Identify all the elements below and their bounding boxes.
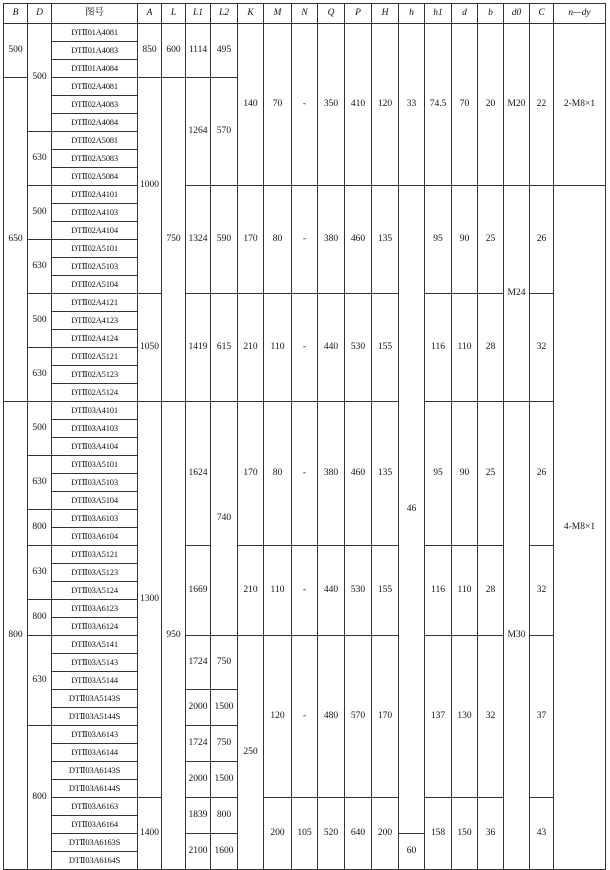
value-cell: 110 — [264, 546, 292, 636]
value-cell: 110 — [264, 294, 292, 402]
column-header: L — [162, 4, 186, 24]
value-cell: 105 — [292, 798, 318, 870]
value-cell: 800 — [28, 726, 52, 870]
value-cell: 460 — [345, 186, 372, 294]
drawing-number-cell: DTⅡ02A4123 — [52, 312, 138, 330]
value-cell: 170 — [238, 186, 264, 294]
drawing-number-cell: DTⅡ03A6104 — [52, 528, 138, 546]
value-cell: 170 — [238, 402, 264, 546]
column-header: h1 — [425, 4, 452, 24]
drawing-number-cell: DTⅡ03A6123 — [52, 600, 138, 618]
dimension-table — [3, 3, 606, 870]
value-cell: 1324 — [186, 186, 211, 294]
value-cell: 70 — [452, 24, 478, 186]
value-cell: M30 — [504, 402, 530, 870]
value-cell: 1300 — [138, 402, 162, 798]
value-cell: 32 — [530, 294, 554, 402]
value-cell: 640 — [345, 798, 372, 870]
column-header: 图号 — [52, 4, 138, 24]
value-cell: 170 — [372, 636, 399, 798]
column-header: B — [4, 4, 28, 24]
drawing-number-cell: DTⅡ02A5121 — [52, 348, 138, 366]
value-cell: 37 — [530, 636, 554, 798]
value-cell: 90 — [452, 186, 478, 294]
column-header: C — [530, 4, 554, 24]
value-cell: - — [292, 186, 318, 294]
value-cell: M24 — [504, 186, 530, 402]
table-body — [4, 24, 606, 870]
drawing-number-cell: DTⅡ02A5083 — [52, 150, 138, 168]
drawing-number-cell: DTⅡ03A5144S — [52, 708, 138, 726]
value-cell: 1500 — [211, 690, 238, 726]
value-cell: 95 — [425, 186, 452, 294]
value-cell: 155 — [372, 294, 399, 402]
value-cell: 500 — [28, 402, 52, 456]
table-row — [4, 186, 606, 204]
drawing-number-cell: DTⅡ03A4103 — [52, 420, 138, 438]
drawing-number-cell: DTⅡ03A6143 — [52, 726, 138, 744]
value-cell: - — [292, 636, 318, 798]
value-cell: 410 — [345, 24, 372, 186]
column-header: h — [399, 4, 425, 24]
drawing-number-cell: DTⅡ03A5121 — [52, 546, 138, 564]
value-cell: 80 — [264, 186, 292, 294]
table-header — [4, 4, 606, 24]
drawing-number-cell: DTⅡ03A6144S — [52, 780, 138, 798]
value-cell: - — [292, 546, 318, 636]
value-cell: 1264 — [186, 78, 211, 186]
value-cell: 500 — [4, 24, 28, 78]
drawing-number-cell: DTⅡ03A5123 — [52, 564, 138, 582]
value-cell: 500 — [28, 294, 52, 348]
value-cell: 1000 — [138, 78, 162, 294]
value-cell: 36 — [478, 798, 504, 870]
table-row — [4, 402, 606, 420]
value-cell: 26 — [530, 402, 554, 546]
value-cell: 1624 — [186, 402, 211, 546]
value-cell: 95 — [425, 402, 452, 546]
column-header: Q — [318, 4, 345, 24]
drawing-number-cell: DTⅡ03A5124 — [52, 582, 138, 600]
value-cell: 1724 — [186, 636, 211, 690]
value-cell: 140 — [238, 24, 264, 186]
value-cell: 110 — [452, 546, 478, 636]
value-cell: 750 — [211, 726, 238, 762]
drawing-number-cell: DTⅡ01A4084 — [52, 60, 138, 78]
value-cell: 440 — [318, 294, 345, 402]
column-header: L1 — [186, 4, 211, 24]
drawing-number-cell: DTⅡ03A5103 — [52, 474, 138, 492]
value-cell: 2000 — [186, 690, 211, 726]
value-cell: 116 — [425, 546, 452, 636]
value-cell: 1600 — [211, 834, 238, 870]
value-cell: 615 — [211, 294, 238, 402]
table-row — [4, 24, 606, 42]
value-cell: 570 — [345, 636, 372, 798]
value-cell: 4-M8×1 — [554, 186, 606, 870]
value-cell: 630 — [28, 636, 52, 726]
value-cell: 46 — [399, 186, 425, 834]
drawing-number-cell: DTⅡ03A5104 — [52, 492, 138, 510]
drawing-number-cell: DTⅡ02A5101 — [52, 240, 138, 258]
value-cell: 60 — [399, 834, 425, 870]
value-cell: - — [292, 294, 318, 402]
value-cell: 120 — [264, 636, 292, 798]
value-cell: 28 — [478, 546, 504, 636]
value-cell: 380 — [318, 402, 345, 546]
value-cell: 28 — [478, 294, 504, 402]
drawing-number-cell: DTⅡ02A4121 — [52, 294, 138, 312]
value-cell: 20 — [478, 24, 504, 186]
drawing-number-cell: DTⅡ03A6164S — [52, 852, 138, 870]
drawing-number-cell: DTⅡ02A4104 — [52, 222, 138, 240]
drawing-number-cell: DTⅡ02A5081 — [52, 132, 138, 150]
column-header: N — [292, 4, 318, 24]
drawing-number-cell: DTⅡ03A5144 — [52, 672, 138, 690]
value-cell: 440 — [318, 546, 345, 636]
value-cell: 120 — [372, 24, 399, 186]
value-cell: 630 — [28, 348, 52, 402]
value-cell: 800 — [28, 510, 52, 546]
drawing-number-cell: DTⅡ03A6163S — [52, 834, 138, 852]
value-cell: 630 — [28, 132, 52, 186]
value-cell: 116 — [425, 294, 452, 402]
value-cell: 495 — [211, 24, 238, 78]
drawing-number-cell: DTⅡ02A5084 — [52, 168, 138, 186]
drawing-number-cell: DTⅡ02A5124 — [52, 384, 138, 402]
column-header: L2 — [211, 4, 238, 24]
value-cell: 155 — [372, 546, 399, 636]
value-cell: 800 — [211, 798, 238, 834]
value-cell: 850 — [138, 24, 162, 78]
drawing-number-cell: DTⅡ03A6163 — [52, 798, 138, 816]
value-cell: 90 — [452, 402, 478, 546]
drawing-number-cell: DTⅡ02A5103 — [52, 258, 138, 276]
value-cell: 74.5 — [425, 24, 452, 186]
drawing-number-cell: DTⅡ03A6164 — [52, 816, 138, 834]
drawing-number-cell: DTⅡ02A5104 — [52, 276, 138, 294]
value-cell: 600 — [162, 24, 186, 78]
value-cell: 26 — [530, 186, 554, 294]
value-cell: 210 — [238, 546, 264, 636]
value-cell: 1500 — [211, 762, 238, 798]
value-cell: 1114 — [186, 24, 211, 78]
drawing-number-cell: DTⅡ02A4083 — [52, 96, 138, 114]
value-cell: 1400 — [138, 798, 162, 870]
value-cell: 25 — [478, 186, 504, 294]
drawing-number-cell: DTⅡ01A4083 — [52, 42, 138, 60]
value-cell: 800 — [4, 402, 28, 870]
value-cell: 158 — [425, 798, 452, 870]
value-cell: 150 — [452, 798, 478, 870]
value-cell: 200 — [372, 798, 399, 870]
value-cell: 570 — [211, 78, 238, 186]
drawing-number-cell: DTⅡ02A4103 — [52, 204, 138, 222]
value-cell: 2-M8×1 — [554, 24, 606, 186]
value-cell: 740 — [211, 402, 238, 636]
column-header: b — [478, 4, 504, 24]
value-cell: M20 — [504, 24, 530, 186]
value-cell: 630 — [28, 240, 52, 294]
value-cell: 137 — [425, 636, 452, 798]
value-cell: 500 — [28, 186, 52, 240]
value-cell: 200 — [264, 798, 292, 870]
column-header: d0 — [504, 4, 530, 24]
column-header: K — [238, 4, 264, 24]
drawing-number-cell: DTⅡ03A6124 — [52, 618, 138, 636]
value-cell: 1419 — [186, 294, 211, 402]
value-cell: 25 — [478, 402, 504, 546]
value-cell: 32 — [530, 546, 554, 636]
column-header: M — [264, 4, 292, 24]
column-header: D — [28, 4, 52, 24]
value-cell: 460 — [345, 402, 372, 546]
drawing-number-cell: DTⅡ02A4081 — [52, 78, 138, 96]
value-cell: 250 — [238, 636, 264, 870]
value-cell: 1050 — [138, 294, 162, 402]
value-cell: 1669 — [186, 546, 211, 636]
value-cell: 2000 — [186, 762, 211, 798]
value-cell: 630 — [28, 546, 52, 600]
value-cell: 135 — [372, 402, 399, 546]
drawing-number-cell: DTⅡ03A5143S — [52, 690, 138, 708]
column-header: n—dy — [554, 4, 606, 24]
column-header: H — [372, 4, 399, 24]
value-cell: 135 — [372, 186, 399, 294]
value-cell: 210 — [238, 294, 264, 402]
value-cell: 70 — [264, 24, 292, 186]
value-cell: 950 — [162, 402, 186, 870]
drawing-number-cell: DTⅡ03A6143S — [52, 762, 138, 780]
value-cell: 630 — [28, 456, 52, 510]
value-cell: 130 — [452, 636, 478, 798]
value-cell: 1839 — [186, 798, 211, 834]
drawing-number-cell: DTⅡ01A4081 — [52, 24, 138, 42]
value-cell: 80 — [264, 402, 292, 546]
value-cell: 530 — [345, 294, 372, 402]
column-header: A — [138, 4, 162, 24]
value-cell: - — [292, 24, 318, 186]
drawing-number-cell: DTⅡ03A5143 — [52, 654, 138, 672]
column-header: P — [345, 4, 372, 24]
value-cell: 22 — [530, 24, 554, 186]
value-cell: 530 — [345, 546, 372, 636]
value-cell: 650 — [4, 78, 28, 402]
value-cell: - — [292, 402, 318, 546]
value-cell: 110 — [452, 294, 478, 402]
drawing-number-cell: DTⅡ02A4124 — [52, 330, 138, 348]
value-cell: 43 — [530, 798, 554, 870]
drawing-number-cell: DTⅡ03A6144 — [52, 744, 138, 762]
value-cell: 32 — [478, 636, 504, 798]
drawing-number-cell: DTⅡ02A4101 — [52, 186, 138, 204]
column-header: d — [452, 4, 478, 24]
drawing-number-cell: DTⅡ03A6103 — [52, 510, 138, 528]
value-cell: 380 — [318, 186, 345, 294]
drawing-number-cell: DTⅡ03A4104 — [52, 438, 138, 456]
drawing-number-cell: DTⅡ02A5123 — [52, 366, 138, 384]
drawing-number-cell: DTⅡ03A4101 — [52, 402, 138, 420]
drawing-number-cell: DTⅡ02A4084 — [52, 114, 138, 132]
value-cell: 520 — [318, 798, 345, 870]
value-cell: 590 — [211, 186, 238, 294]
value-cell: 33 — [399, 24, 425, 186]
value-cell: 750 — [211, 636, 238, 690]
drawing-number-cell: DTⅡ03A5101 — [52, 456, 138, 474]
value-cell: 750 — [162, 78, 186, 402]
drawing-number-cell: DTⅡ03A5141 — [52, 636, 138, 654]
value-cell: 2100 — [186, 834, 211, 870]
value-cell: 800 — [28, 600, 52, 636]
value-cell: 1724 — [186, 726, 211, 762]
value-cell: 480 — [318, 636, 345, 798]
value-cell: 350 — [318, 24, 345, 186]
value-cell: 500 — [28, 24, 52, 132]
